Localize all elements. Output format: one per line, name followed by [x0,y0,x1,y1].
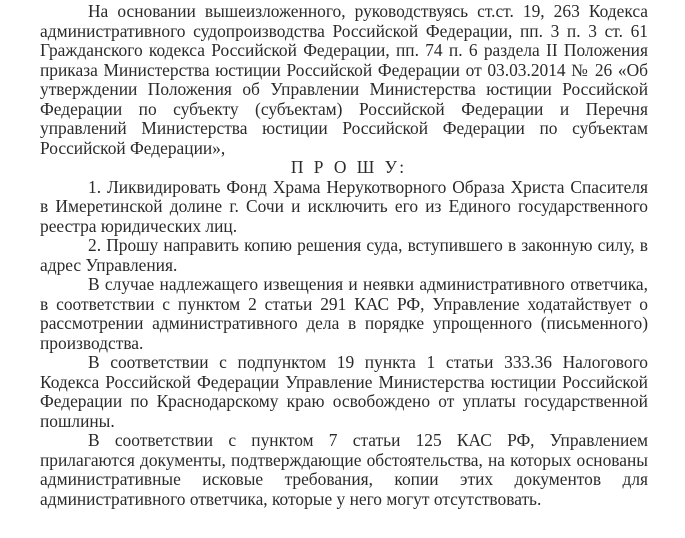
paragraph-attachments: В соответствии с пунктом 7 статьи 125 КАС РФ, Управлением прилагаются документы, подтверждающие обстоятельства, на которых основаны административные исковые требования, копии этих документов для административного ответчика, которые у него могут отсутствовать. [40,430,648,509]
request-heading: П Р О Ш У: [290,157,408,177]
paragraph-legal-basis: На основании вышеизложенного, руководствуясь ст.ст. 19, 263 Кодекса административного судопроизводства Российской Федерации, пп. 3 п. 3 ст. 61 Гражданского кодекса Российской Федерации, пп. 74 п. 6 раздела II Положения приказа Министерства юстиции Российской Федерации от 03.03.2014 № 26 «Об утверждении Положения об Управлении Министерства юстиции Российской Федерации по субъекту (субъектам) Российской Федерации и Перечня управлений Министерства юстиции Российской Федерации по субъектам Российской Федерации», [40,1,648,158]
paragraph-fee-exemption: В соответствии с подпунктом 19 пункта 1 статьи 333.36 Налогового Кодекса Российской Федерации Управление Министерства юстиции Российской Федерации по Краснодарскому краю освобождено от уплаты государственной пошлины. [40,352,648,431]
paragraph-request-2: 2. Прошу направить копию решения суда, вступившего в законную силу, в адрес Управления. [40,235,648,275]
paragraph-request-1: 1. Ликвидировать Фонд Храма Нерукотворного Образа Христа Спасителя в Имеретинской долине г. Сочи и исключить его из Единого государственного реестра юридических лиц. [40,176,648,236]
paragraph-simplified-procedure: В случае надлежащего извещения и неявки административного ответчика, в соответствии с пунктом 2 статьи 291 КАС РФ, Управление ходатайствует о рассмотрении административного дела в порядке упрощенного (письменного) производства. [40,274,648,353]
document-page [40,2,648,509]
